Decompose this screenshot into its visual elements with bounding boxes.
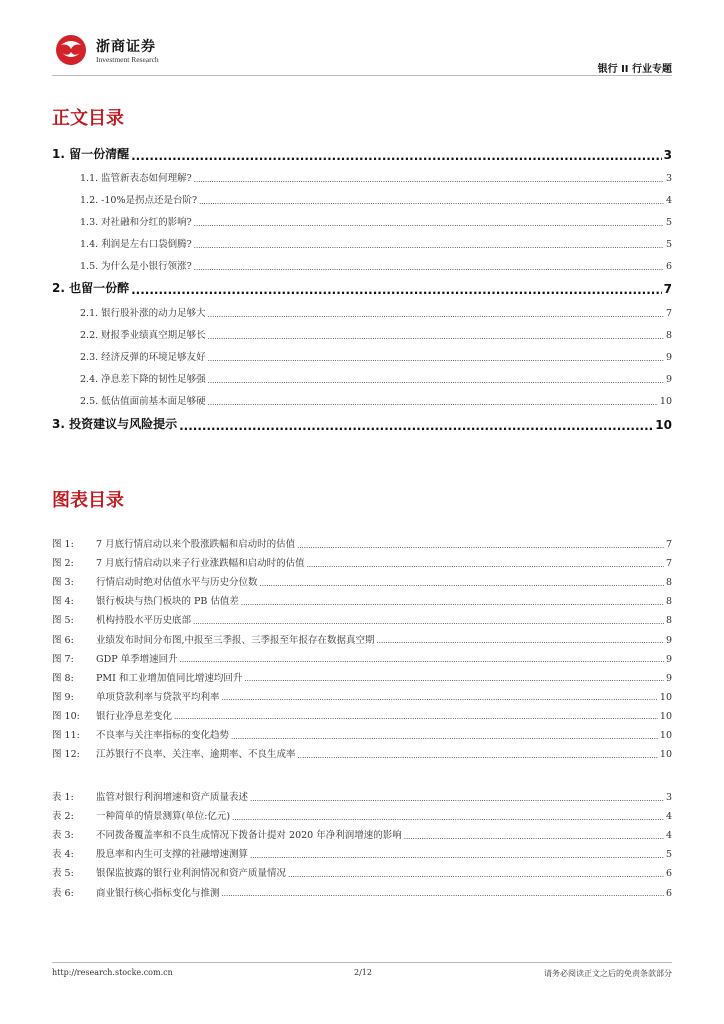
toc-leader-dots: [208, 376, 664, 386]
index-entry-page: 7: [665, 558, 672, 570]
toc-entry[interactable]: [52, 258, 672, 272]
toc-entry[interactable]: [52, 170, 672, 184]
index-entry[interactable]: [52, 536, 672, 550]
index-entry-label: [52, 846, 248, 860]
index-entry[interactable]: [52, 651, 672, 665]
figure-index-heading: 图表目录: [52, 490, 124, 511]
toc-entry-label: 1.3. 对社融和分红的影响?: [80, 217, 192, 228]
toc-entry-page: 8: [665, 330, 672, 341]
toc-leader-dots: [194, 219, 664, 229]
index-entry-title: 不良率与关注率指标的变化趋势: [96, 730, 230, 741]
index-entry-page: 10: [659, 710, 672, 722]
index-leader-dots: [307, 560, 664, 570]
toc-entry-page: 3: [665, 173, 672, 184]
footer-disclaimer: 请务必阅读正文之后的免责条款部分: [544, 969, 672, 978]
index-entry-label: [52, 651, 178, 665]
footer-page-number: 2/12: [354, 968, 372, 977]
index-entry-title: 7 月底行情启动以来个股涨跌幅和启动时的估值: [96, 539, 296, 550]
index-entry-page: 9: [665, 672, 672, 684]
index-leader-dots: [260, 579, 664, 589]
toc-entry-label: 1.5. 为什么是小银行领涨?: [80, 261, 192, 272]
index-entry-number: 表 1:: [52, 792, 74, 803]
index-entry[interactable]: [52, 746, 672, 760]
toc-entry-page: 7: [663, 282, 672, 296]
index-leader-dots: [297, 541, 664, 551]
index-leader-dots: [222, 693, 658, 703]
index-entry-title: 股息率和内生可支撑的社融增速测算: [96, 849, 249, 861]
toc-leader-dots: [131, 284, 662, 296]
toc-entry-label: 2.5. 低估值面前基本面足够硬: [80, 396, 206, 407]
index-entry-number: 图 12:: [52, 749, 80, 761]
toc-entry[interactable]: [52, 214, 672, 228]
index-entry-number: 图 1:: [52, 539, 74, 550]
index-entry-number: 图 11:: [52, 730, 80, 741]
index-entry-number: 图 9:: [52, 691, 74, 703]
toc-leader-dots: [208, 310, 664, 320]
toc-entry[interactable]: [52, 236, 672, 250]
brand-name-en: Investment Research: [96, 55, 159, 64]
toc-entry[interactable]: [52, 192, 672, 206]
index-entry-label: [52, 727, 229, 741]
index-entry-label: [52, 865, 286, 879]
toc-heading: 正文目录: [52, 108, 124, 129]
index-leader-dots: [241, 598, 664, 608]
index-entry-title: 行情启动时绝对估值水平与历史分位数: [96, 577, 258, 589]
index-entry[interactable]: [52, 689, 672, 703]
index-entry-number: 图 2:: [52, 558, 74, 570]
index-entry[interactable]: [52, 555, 672, 569]
toc-entry-page: 3: [663, 148, 672, 162]
index-entry-title: 机构持股水平历史底部: [96, 615, 192, 627]
index-entry-number: 图 10:: [52, 710, 80, 722]
toc-entry[interactable]: [52, 327, 672, 341]
index-entry[interactable]: [52, 727, 672, 741]
index-entry-title: 7 月底行情启动以来子行业涨跌幅和启动时的估值: [96, 558, 305, 570]
index-leader-dots: [180, 655, 664, 665]
index-entry-title: GDP 单季增速回升: [96, 653, 178, 665]
index-entry-label: [52, 593, 239, 607]
toc-entry[interactable]: [52, 305, 672, 319]
index-entry-page: 3: [665, 792, 672, 803]
index-entry-title: 银行业净息差变化: [96, 710, 173, 722]
index-entry[interactable]: [52, 846, 672, 860]
index-leader-dots: [298, 751, 658, 761]
index-entry-title: 不同拨备覆盖率和不良生成情况下拨备计提对 2020 年净利润增速的影响: [96, 830, 402, 842]
index-leader-dots: [222, 889, 664, 899]
footer-divider: [52, 962, 672, 963]
index-entry-label: [52, 746, 296, 760]
index-entry-title: 银行板块与热门板块的 PB 估值差: [96, 596, 239, 608]
toc-entry-label: 2.4. 净息差下降的韧性足够强: [80, 374, 206, 385]
index-entry-page: 10: [659, 730, 672, 741]
page-header: [52, 30, 672, 76]
toc-entry-page: 5: [665, 217, 672, 228]
index-entry[interactable]: [52, 612, 672, 626]
index-entry[interactable]: [52, 632, 672, 646]
index-entry-label: [52, 555, 305, 569]
index-entry-label: [52, 885, 220, 899]
toc-entry[interactable]: [52, 415, 672, 432]
index-leader-dots: [250, 794, 664, 804]
index-entry-number: 图 4:: [52, 596, 74, 608]
index-entry-page: 8: [665, 596, 672, 608]
index-entry-number: 表 5:: [52, 868, 74, 880]
toc-entry-label: 2.3. 经济反弹的环境足够友好: [80, 352, 206, 363]
toc-entry-label: 2.2. 财报季业绩真空期足够长: [80, 330, 206, 341]
toc-leader-dots: [194, 175, 664, 185]
index-entry-page: 9: [665, 634, 672, 646]
brand-logo-icon: [52, 33, 90, 67]
index-entry-title: 监管对银行利润增速和资产质量表述: [96, 792, 249, 803]
index-leader-dots: [193, 617, 664, 627]
index-entry-page: 8: [665, 577, 672, 589]
index-entry-label: [52, 632, 375, 646]
index-entry[interactable]: [52, 789, 672, 803]
index-entry-page: 6: [665, 868, 672, 880]
index-entry-title: 业绩发布时间分布图,中报至三季报、三季报至年报存在数据真空期: [96, 634, 375, 646]
index-entry-label: [52, 708, 172, 722]
toc-entry-page: 10: [655, 418, 672, 432]
index-entry-page: 10: [659, 749, 672, 761]
toc-entry-label: 1.2. -10%是拐点还是台阶?: [80, 195, 198, 206]
index-leader-dots: [404, 832, 664, 842]
index-entry-title: 江苏银行不良率、关注率、逾期率、不良生成率: [96, 749, 296, 761]
toc-entry-page: 10: [659, 396, 672, 407]
toc-leader-dots: [199, 197, 664, 207]
toc-leader-dots: [208, 398, 658, 408]
report-section-label: 银行 II 行业专题: [597, 64, 672, 75]
index-leader-dots: [244, 674, 664, 684]
brand-name-cn: 浙商证券: [96, 39, 156, 55]
index-entry-number: 表 6:: [52, 887, 74, 899]
index-entry-title: 银保监披露的银行业利润情况和资产质量情况: [96, 868, 287, 880]
index-entry-page: 6: [665, 887, 672, 899]
toc-entry-page: 4: [665, 195, 672, 206]
index-entry-label: [52, 789, 248, 803]
toc-leader-dots: [131, 150, 662, 162]
index-entry[interactable]: [52, 885, 672, 899]
index-entry-title: 单项贷款利率与贷款平均利率: [96, 691, 220, 703]
toc-entry-label: 1.4. 利润是左右口袋倒腾?: [80, 239, 192, 250]
index-entry-number: 图 3:: [52, 577, 74, 589]
index-entry[interactable]: [52, 827, 672, 841]
index-entry[interactable]: [52, 708, 672, 722]
index-leader-dots: [377, 636, 664, 646]
index-entry[interactable]: [52, 865, 672, 879]
index-entry-page: 4: [665, 830, 672, 842]
index-entry-page: 4: [665, 811, 672, 823]
index-entry-label: [52, 536, 295, 550]
index-entry-number: 图 8:: [52, 672, 74, 684]
index-entry[interactable]: [52, 670, 672, 684]
toc-entry-page: 7: [665, 308, 672, 319]
index-entry-title: 一种简单的情景测算(单位:亿元): [96, 811, 231, 823]
index-entry-title: 商业银行核心指标变化与推测: [96, 887, 220, 899]
toc-leader-dots: [208, 354, 664, 364]
toc-entry[interactable]: [52, 279, 672, 296]
index-leader-dots: [231, 732, 658, 742]
index-entry[interactable]: [52, 574, 672, 588]
toc-entry-page: 9: [665, 374, 672, 385]
header-divider: [52, 75, 672, 76]
index-leader-dots: [288, 870, 664, 880]
index-entry-number: 表 2:: [52, 811, 74, 823]
index-entry-page: 5: [665, 849, 672, 861]
index-entry-label: [52, 808, 230, 822]
toc-leader-dots: [194, 241, 664, 251]
index-leader-dots: [232, 813, 664, 823]
index-entry-number: 图 5:: [52, 615, 74, 627]
toc-entry-page: 5: [665, 239, 672, 250]
toc-entry-label: 2. 也留一份醉: [52, 281, 130, 295]
footer-url[interactable]: http://research.stocke.com.cn: [52, 968, 173, 977]
index-leader-dots: [250, 851, 664, 861]
toc-entry[interactable]: [52, 371, 672, 385]
toc-entry-label: 2.1. 银行股补涨的动力足够大: [80, 308, 206, 319]
index-entry-number: 图 7:: [52, 653, 74, 665]
toc-entry-label: 3. 投资建议与风险提示: [52, 417, 178, 431]
index-entry-label: [52, 689, 220, 703]
index-entry-page: 9: [665, 653, 672, 665]
index-entry-label: [52, 574, 258, 588]
toc-entry-label: 1. 留一份清醒: [52, 147, 130, 161]
index-entry-label: [52, 670, 242, 684]
toc-leader-dots: [208, 332, 664, 342]
index-entry-label: [52, 612, 191, 626]
toc-entry-page: 9: [665, 352, 672, 363]
index-entry-number: 图 6:: [52, 634, 74, 646]
toc-leader-dots: [179, 420, 653, 432]
toc-entry[interactable]: [52, 349, 672, 363]
index-entry-page: 7: [665, 539, 672, 550]
index-entry-number: 表 3:: [52, 830, 74, 842]
toc-entry[interactable]: [52, 145, 672, 162]
index-entry-number: 表 4:: [52, 849, 74, 861]
index-entry[interactable]: [52, 593, 672, 607]
toc-entry-label: 1.1. 监管新表态如何理解?: [80, 173, 192, 184]
index-entry-title: PMI 和工业增加值同比增速均回升: [96, 672, 243, 684]
index-entry-page: 8: [665, 615, 672, 627]
index-entry[interactable]: [52, 808, 672, 822]
toc-entry[interactable]: [52, 393, 672, 407]
index-leader-dots: [174, 712, 658, 722]
index-entry-label: [52, 827, 402, 841]
toc-leader-dots: [194, 263, 664, 273]
index-entry-page: 10: [659, 691, 672, 703]
toc-entry-page: 6: [665, 261, 672, 272]
